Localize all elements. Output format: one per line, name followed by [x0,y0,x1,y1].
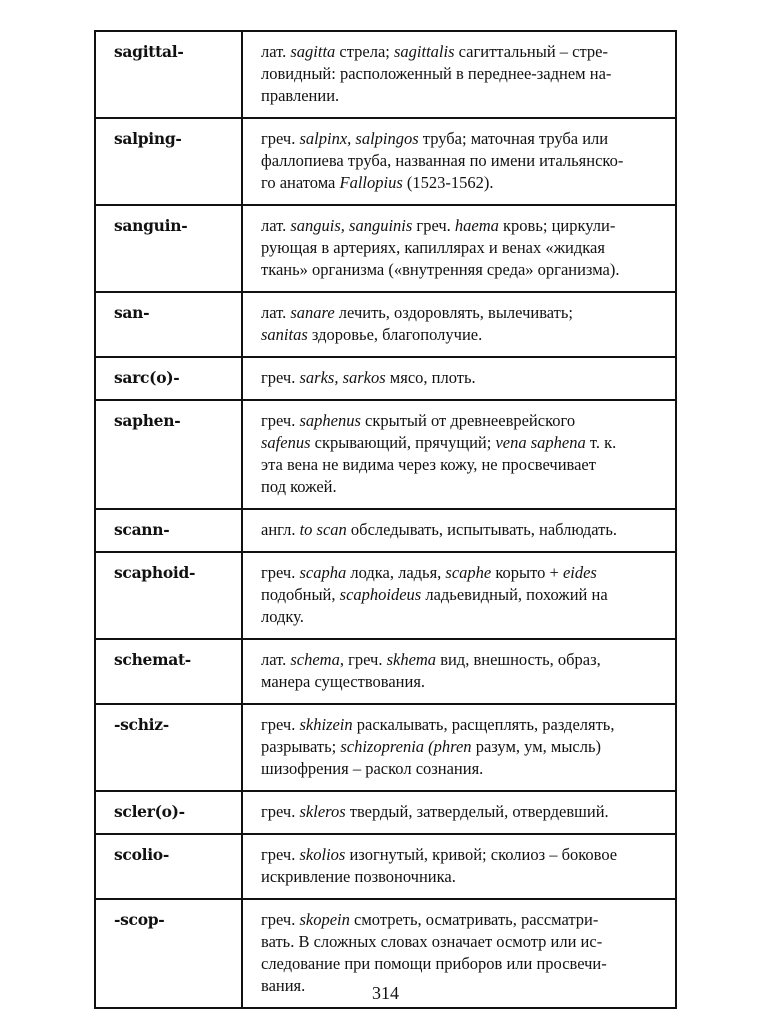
table-row [95,292,676,357]
term-cell: scolio- [95,834,242,899]
page-number: 314 [372,983,399,1003]
definition-cell [242,834,676,899]
definition-line [261,215,667,237]
definition-text: фаллопиева труба, названная по имени итальянско- [261,151,624,170]
definition-text: вания. [261,976,306,995]
definition-text: эта вена не видима через кожу, не просвечивает [261,455,596,474]
definition-text: следование при помощи приборов или просвечи- [261,954,607,973]
definition-text: смотреть, осматривать, рассматри- [349,910,599,929]
definition-term-italic: sagitta [290,42,336,61]
definition-cell [242,400,676,509]
definition-term-italic: sanitas [261,325,308,344]
definition-text: (1523-1562). [402,173,494,192]
definition-cell [242,639,676,704]
definition-text: го анатома [261,173,340,192]
definition-text: скрытый от древнееврейского [360,411,576,430]
definition-line [261,801,667,823]
definition-cell [242,118,676,205]
definition-text: разум, ум, мысль) [471,737,601,756]
definition-text: шизофрения – раскол сознания. [261,759,484,778]
definition-text: правлении. [261,86,340,105]
definition-text: англ. [261,520,300,539]
definition-text: ткань» организма («внутренняя среда» организма). [261,260,620,279]
term-cell: scler(o)- [95,791,242,834]
definition-text: греч. [261,802,300,821]
definition-term-italic: vena saphena [495,433,586,452]
definition-cell [242,357,676,400]
definition-line [261,714,667,736]
table-row [95,205,676,292]
definition-text: ловидный: расположенный в переднее-заднем на- [261,64,612,83]
term-cell: -schiz- [95,704,242,791]
definition-text: т. к. [585,433,617,452]
definition-line [261,931,667,953]
definition-term-italic: salpinx, salpingos [299,129,419,148]
definition-line [261,150,667,172]
definition-text: рующая в артериях, капиллярах и венах «жидкая [261,238,605,257]
definition-text: здоровье, благополучие. [307,325,483,344]
definition-term-italic: skleros [299,802,346,821]
table-row [95,118,676,205]
term-cell: sanguin- [95,205,242,292]
definition-term-italic: Fallopius [339,173,403,192]
definition-text: обследывать, испытывать, наблюдать. [346,520,618,539]
table-row [95,357,676,400]
term-cell: sagittal- [95,31,242,118]
definition-text: греч. [261,563,300,582]
terms-table [94,30,677,1009]
definition-text: разрывать; [261,737,341,756]
table-row [95,31,676,118]
table-row [95,639,676,704]
definition-term-italic: sanguis, sanguinis [290,216,413,235]
term-cell: scaphoid- [95,552,242,639]
definition-term-italic: skhizein [299,715,353,734]
definition-text: искривление позвоночника. [261,867,456,886]
definition-text: лечить, оздоровлять, вылечивать; [334,303,573,322]
definition-text: кровь; циркули- [498,216,616,235]
definition-line [261,866,667,888]
definition-text: лат. [261,303,291,322]
definition-cell [242,791,676,834]
definition-term-italic: saphenus [299,411,361,430]
definition-term-italic: to scan [299,520,347,539]
definition-text: лодку. [261,607,304,626]
term-cell: sarc(o)- [95,357,242,400]
definition-line [261,324,667,346]
definition-term-italic: skolios [299,845,346,864]
definition-text: вать. В сложных словах означает осмотр или ис- [261,932,603,951]
definition-line [261,85,667,107]
definition-text: лат. [261,42,291,61]
definition-cell [242,509,676,552]
definition-term-italic: schema [290,650,340,669]
definition-text: раскалывать, расщеплять, разделять, [352,715,615,734]
definition-term-italic: skhema [386,650,437,669]
definition-line [261,454,667,476]
definition-cell [242,31,676,118]
term-cell: salping- [95,118,242,205]
definition-term-italic: schizoprenia (phren [340,737,472,756]
definition-cell [242,292,676,357]
definition-term-italic: haema [454,216,499,235]
definition-term-italic: scaphe [445,563,492,582]
definition-text: лодка, ладья, [346,563,446,582]
table-row [95,834,676,899]
definition-text: сагиттальный – стре- [454,42,608,61]
definition-text: твердый, затверделый, отвердевший. [345,802,609,821]
definition-text: ладьевидный, похожий на [421,585,608,604]
definition-text: изогнутый, кривой; сколиоз – боковое [345,845,618,864]
definition-line [261,736,667,758]
definition-line [261,606,667,628]
definition-cell [242,552,676,639]
definition-text: лат. [261,650,291,669]
definition-text: подобный, [261,585,340,604]
definition-text: греч. [261,715,300,734]
definition-line [261,649,667,671]
definition-line [261,41,667,63]
definition-line [261,410,667,432]
definition-term-italic: sagittalis [394,42,455,61]
definition-term-italic: scaphoideus [339,585,422,604]
terms-table-body [95,31,676,1008]
table-row [95,791,676,834]
table-row [95,509,676,552]
definition-line [261,671,667,693]
term-cell: san- [95,292,242,357]
definition-line [261,562,667,584]
definition-text: стрела; [335,42,394,61]
definition-term-italic: scapha [299,563,347,582]
definition-text: вид, внешность, образ, [436,650,601,669]
definition-text: под кожей. [261,477,337,496]
definition-cell [242,704,676,791]
definition-term-italic: sanare [290,303,335,322]
definition-line [261,432,667,454]
definition-text: мясо, плоть. [385,368,476,387]
term-cell: -scop- [95,899,242,1008]
definition-line [261,953,667,975]
definition-text: труба; маточная труба или [418,129,609,148]
definition-line [261,584,667,606]
definition-line [261,758,667,780]
definition-text: скрывающий, прячущий; [310,433,496,452]
definition-line [261,63,667,85]
definition-text: греч. [261,910,300,929]
table-row [95,552,676,639]
definition-text: , греч. [339,650,387,669]
definition-line [261,259,667,281]
definition-term-italic: eides [562,563,597,582]
definition-line [261,476,667,498]
definition-line [261,519,667,541]
definition-line [261,367,667,389]
definition-text: манера существования. [261,672,426,691]
definition-line [261,909,667,931]
definition-line [261,237,667,259]
term-cell: saphen- [95,400,242,509]
definition-term-italic: safenus [261,433,311,452]
definition-text: лат. [261,216,291,235]
definition-line [261,172,667,194]
term-cell: schemat- [95,639,242,704]
definition-text: корыто + [491,563,563,582]
definition-term-italic: skopein [299,910,350,929]
definition-line [261,302,667,324]
table-row [95,704,676,791]
definition-text: греч. [261,411,300,430]
definition-text: греч. [412,216,455,235]
table-row [95,400,676,509]
definition-text: греч. [261,845,300,864]
definition-line [261,128,667,150]
definition-term-italic: sarks, sarkos [299,368,386,387]
definition-cell [242,205,676,292]
definition-text: греч. [261,129,300,148]
definition-text: греч. [261,368,300,387]
definition-line [261,844,667,866]
term-cell: scann- [95,509,242,552]
